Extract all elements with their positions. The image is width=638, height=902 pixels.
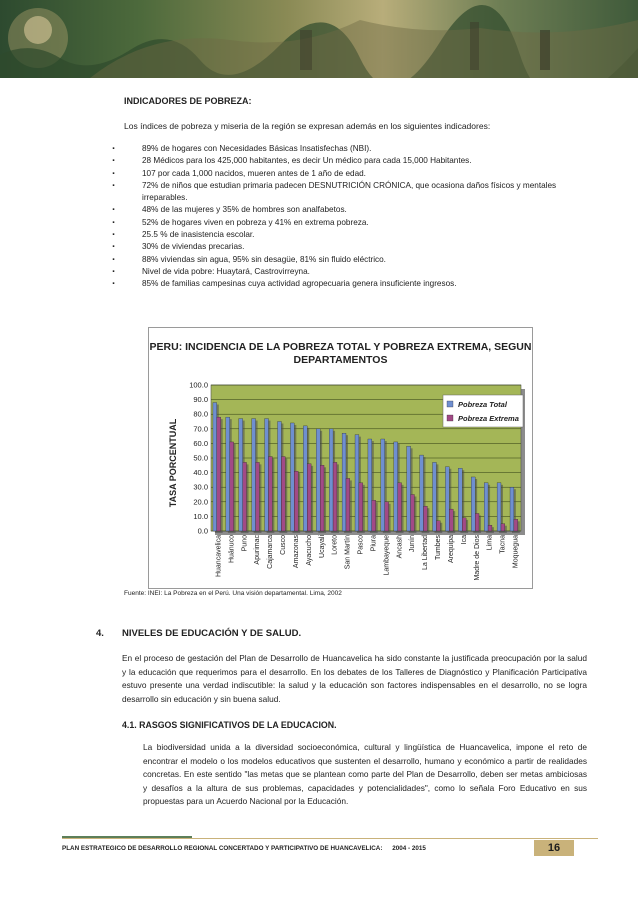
bar-pobreza-extrema — [475, 513, 479, 531]
banner-landscape-graphic — [0, 0, 638, 78]
bar-pobreza-extrema — [372, 500, 376, 531]
y-tick-label: 100.0 — [189, 380, 208, 390]
x-tick-label: Cajamarca — [267, 535, 275, 569]
list-item: . 85% de familias campesinas cuya actividad agropecuaria genera insuficiente ingresos. — [112, 278, 582, 290]
x-tick-label: Pasco — [357, 535, 365, 555]
chart-title: PERU: INCIDENCIA DE LA POBREZA TOTAL Y POBREZA EXTREMA, SEGUN DEPARTAMENTOS — [149, 341, 532, 366]
list-item: . 107 por cada 1,000 nacidos, mueren antes de 1 año de edad. — [112, 168, 582, 180]
section-4-paragraph: En el proceso de gestación del Plan de Desarrollo de Huancavelica ha sido constante la justificada preocupación por la salud y la educación que requerimos para el desarrollo. En los debates de los Talleres de Diagnóstico y Planificación Participativa estuvo presente una verdad indiscutible: la salud y la educación son factores indispensables en el desarrollo, no se logra desarrollo sin educación y sin buena salud. — [122, 653, 587, 704]
bar-pobreza-total — [510, 487, 514, 531]
x-tick-label: Lambayeque — [383, 535, 391, 576]
y-tick-label: 60.0 — [193, 438, 208, 448]
x-tick-label: Tacna — [499, 535, 507, 554]
list-item: . Nivel de vida pobre: Huaytará, Castrovirreyna. — [112, 266, 582, 278]
bar-pobreza-total — [445, 467, 449, 531]
footer-years: 2004 - 2015 — [392, 845, 426, 852]
bar-pobreza-total — [226, 417, 230, 531]
bar-pobreza-extrema — [243, 462, 247, 531]
y-tick-label: 10.0 — [193, 511, 208, 521]
x-tick-label: Ica — [460, 535, 468, 545]
bar-pobreza-total — [484, 483, 488, 531]
header-banner-photo — [0, 0, 638, 78]
subsection-4-1-paragraph: La biodiversidad unida a la diversidad socioeconómica, cultural y lingüística de Huancavelica, impone el reto de encontrar el modelo o los modelos educativos que sustenten el desarrollo, humano y económico a partir de realidades concretas. En este sentido "las metas que se plantean como parte del Plan de Desarrollo, deben ser metas ambiciosas y desafíos a la altura de sus problemas, capacidades y potencialidades", como lo señala Foro Educativo en sus propuestas para un Acuerdo Nacional por la Educación. — [143, 742, 587, 806]
list-item: . 25.5 % de inasistencia escolar. — [112, 229, 582, 241]
x-tick-label: Arequipa — [447, 535, 455, 564]
y-tick-label: 20.0 — [193, 497, 208, 507]
x-tick-label: Lima — [486, 535, 494, 551]
y-tick-label: 70.0 — [193, 424, 208, 434]
bar-pobreza-extrema — [294, 471, 298, 531]
x-tick-label: La Libertad — [422, 535, 430, 571]
bar-pobreza-extrema — [281, 457, 285, 531]
bar-pobreza-total — [368, 439, 372, 531]
legend-label: Pobreza Total — [458, 400, 507, 409]
x-tick-label: Moquegua — [512, 535, 520, 569]
bar-pobreza-total — [420, 455, 424, 531]
bar-pobreza-total — [252, 419, 256, 531]
intro-text: Los índices de pobreza y miseria de la región se expresan además en los siguientes indicadores: — [124, 121, 491, 131]
bar-pobreza-total — [239, 419, 243, 531]
x-tick-label: Ayacucho — [305, 535, 313, 566]
x-tick-label: Huancavelica — [215, 535, 223, 578]
section-title-indicadores: INDICADORES DE POBREZA: — [124, 96, 252, 106]
y-tick-label: 40.0 — [193, 468, 208, 478]
list-item: . 89% de hogares con Necesidades Básicas Insatisfechas (NBI). — [112, 143, 582, 155]
bar-pobreza-extrema — [398, 483, 402, 531]
bar-pobreza-total — [265, 419, 269, 531]
bar-pobreza-extrema — [320, 465, 324, 531]
y-tick-label: 80.0 — [193, 409, 208, 419]
footer-text — [62, 845, 426, 852]
list-item: . 72% de niños que estudian primaria padecen DESNUTRICIÓN CRÓNICA, que ocasiona daños físicos y mentales irreparables. — [112, 180, 582, 205]
bar-pobreza-extrema — [449, 509, 453, 531]
page-number: 16 — [534, 840, 574, 856]
x-tick-label: Piura — [370, 535, 378, 552]
y-tick-label: 90.0 — [193, 395, 208, 405]
x-tick-label: Madre de Dios — [473, 535, 481, 581]
x-tick-label: Huánuco — [228, 535, 236, 564]
y-axis-label: TASA PORCENTUAL — [168, 418, 178, 508]
bar-pobreza-total — [290, 423, 294, 531]
x-tick-label: San Martín — [344, 535, 352, 570]
x-tick-label: Junín — [409, 535, 417, 553]
list-item: . 28 Médicos para los 425,000 habitantes, es decir Un médico para cada 15,000 Habitantes. — [112, 155, 582, 167]
bar-pobreza-extrema — [230, 442, 234, 531]
legend-swatch — [447, 401, 453, 407]
x-tick-label: Ucayali — [318, 535, 326, 558]
list-item: . 30% de viviendas precarias. — [112, 241, 582, 253]
bar-pobreza-total — [278, 422, 282, 532]
x-tick-label: Loreto — [331, 535, 339, 555]
bar-pobreza-extrema — [514, 519, 518, 531]
bar-pobreza-extrema — [359, 483, 363, 531]
x-tick-label: Ancash — [396, 535, 404, 559]
bar-pobreza-extrema — [333, 462, 337, 531]
bar-pobreza-extrema — [411, 495, 415, 532]
bar-pobreza-extrema — [217, 417, 221, 531]
poverty-chart — [148, 327, 533, 589]
y-tick-label: 0.0 — [197, 526, 208, 536]
legend-swatch — [447, 415, 453, 421]
bar-pobreza-extrema — [307, 464, 311, 531]
bar-pobreza-total — [381, 439, 385, 531]
list-item: . 88% viviendas sin agua, 95% sin desagüe, 81% sin fluido eléctrico. — [112, 254, 582, 266]
x-tick-label: Apurimac — [254, 535, 262, 565]
bar-pobreza-extrema — [346, 478, 350, 531]
list-item: . 52% de hogares viven en pobreza y 41% en extrema pobreza. — [112, 217, 582, 229]
subsection-heading-4-1: 4.1. RASGOS SIGNIFICATIVOS DE LA EDUCACION. — [122, 720, 337, 730]
x-tick-label: Puno — [241, 535, 249, 552]
footer-divider — [62, 838, 598, 839]
indicator-list — [112, 143, 582, 291]
section-number: 4. — [96, 628, 104, 639]
bar-pobreza-extrema — [268, 457, 272, 531]
bar-pobreza-extrema — [488, 525, 492, 531]
bar-pobreza-extrema — [436, 521, 440, 531]
bar-pobreza-total — [213, 403, 217, 531]
legend-label: Pobreza Extrema — [458, 414, 519, 423]
x-tick-label: Tumbes — [435, 535, 443, 561]
section-title: NIVELES DE EDUCACIÓN Y DE SALUD. — [122, 628, 302, 639]
chart-source: Fuente: INEI: La Pobreza en el Perú. Una visión departamental. Lima, 2002 — [124, 590, 342, 597]
bar-pobreza-extrema — [462, 518, 466, 531]
bar-pobreza-total — [355, 435, 359, 531]
footer-plan-title: PLAN ESTRATEGICO DE DESARROLLO REGIONAL CONCERTADO Y PARTICIPATIVO DE HUANCAVELICA: — [62, 845, 383, 852]
list-item: . 48% de las mujeres y 35% de hombres son analfabetos. — [112, 204, 582, 216]
bar-pobreza-total — [303, 426, 307, 531]
bar-pobreza-extrema — [501, 524, 505, 531]
bar-pobreza-total — [407, 446, 411, 531]
y-tick-label: 30.0 — [193, 482, 208, 492]
bar-pobreza-total — [497, 483, 501, 531]
bar-pobreza-total — [394, 442, 398, 531]
bar-pobreza-extrema — [385, 502, 389, 531]
bar-pobreza-total — [433, 462, 437, 531]
chart-plot — [149, 328, 532, 588]
bar-pobreza-total — [458, 468, 462, 531]
x-tick-label: Cusco — [280, 535, 288, 555]
bar-pobreza-extrema — [256, 462, 260, 531]
x-tick-label: Amazonas — [292, 535, 300, 569]
bar-pobreza-total — [471, 477, 475, 531]
bar-pobreza-total — [316, 429, 320, 531]
y-tick-label: 50.0 — [193, 453, 208, 463]
bar-pobreza-total — [342, 433, 346, 531]
bar-pobreza-total — [329, 429, 333, 531]
bar-pobreza-extrema — [423, 506, 427, 531]
